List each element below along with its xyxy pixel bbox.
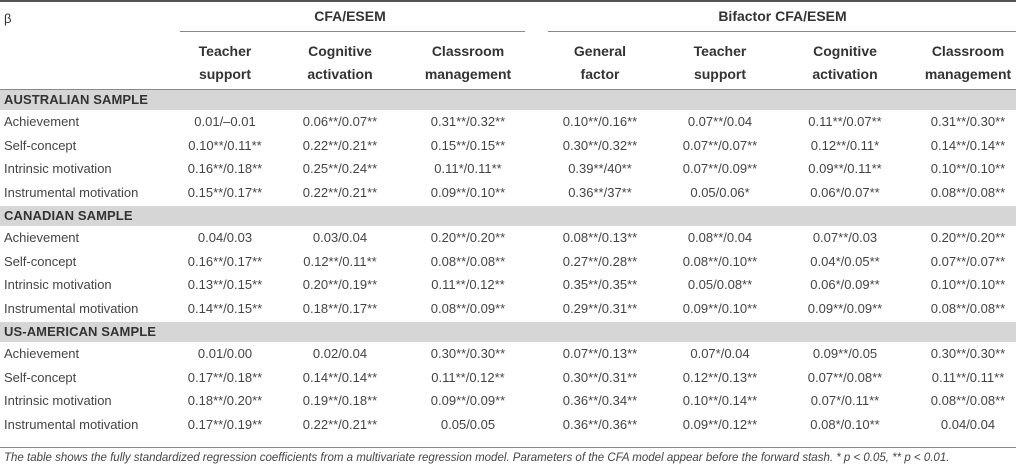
column-header-line: Classroom [931,43,1005,59]
column-header-line: support [693,66,747,82]
row-label: Achievement [4,230,80,245]
row-label: Intrinsic motivation [4,161,112,176]
row-label: Self-concept [4,369,77,385]
table-cell: 0.04/0.03 [197,230,253,245]
table-cell: 0.06*/0.09** [810,277,880,292]
section-title: AUSTRALIAN SAMPLE [4,92,148,107]
section-title: CANADIAN SAMPLE [4,208,133,223]
section-header-band [0,322,1016,342]
table-cell: 0.09**/0.12** [682,416,758,432]
table-cell: 0.31**/0.30** [930,114,1006,129]
table-cell: 0.06*/0.07** [810,184,880,200]
column-header-line: Teacher [693,43,747,59]
table-top-rule [0,0,1016,2]
column-header-line: activation [812,66,878,82]
table-cell: 0.01/0.00 [197,346,253,361]
table-cell: 0.20**/0.19** [302,277,378,292]
table-cell: 0.13**/0.15** [187,277,263,292]
table-cell: 0.16**/0.17** [187,253,263,269]
table-cell: 0.27**/0.28** [562,253,638,269]
table-cell: 0.30**/0.31** [562,369,638,385]
table-cell: 0.09**/0.10** [682,300,758,316]
table-cell: 0.20**/0.20** [430,230,506,245]
table-cell: 0.11*/0.11** [434,161,502,176]
row-label: Instrumental motivation [4,300,139,316]
row-label: Self-concept [4,253,77,269]
column-header-line: Classroom [431,43,505,59]
table-cell: 0.08**/0.08** [930,184,1006,200]
table-cell: 0.05/0.05 [440,416,496,432]
table-cell: 0.10**/0.11** [188,137,262,153]
group-underline-cfa-esem [180,31,525,32]
table-row [0,135,1016,158]
column-header-line: General [573,43,627,59]
table-cell: 0.07**/0.13** [562,346,638,361]
table-cell: 0.35**/0.35** [562,277,638,292]
table-cell: 0.11**/0.12** [431,369,505,385]
table-cell: 0.15**/0.17** [187,184,263,200]
table-row [0,227,1016,250]
column-header [903,40,1016,86]
table-cell: 0.36**/37** [568,184,632,200]
table-cell: 0.22**/0.21** [302,416,378,432]
table-cell: 0.12**/0.11** [303,253,377,269]
row-label: Instrumental motivation [4,416,139,432]
table-cell: 0.08**/0.08** [430,253,506,269]
row-label: Intrinsic motivation [4,393,112,408]
table-row [0,367,1016,390]
group-header-bifactor: Bifactor CFA/ESEM [718,8,847,24]
table-footnote: The table shows the fully standardized regression coefficients from a multivariate regression model. Parameters of the CFA model appear before the forward stash. * p < 0.05, ** p < 0.01. [4,452,950,464]
table-row [0,274,1016,297]
row-label: Intrinsic motivation [4,277,112,292]
table-cell: 0.05/0.06* [690,184,750,200]
table-cell: 0.07**/0.04 [687,114,753,129]
column-header [535,40,665,86]
table-cell: 0.08**/0.13** [562,230,638,245]
table-cell: 0.09**/0.10** [430,184,506,200]
table-cell: 0.11**/0.11** [931,369,1005,385]
column-header-line: Cognitive [813,43,877,59]
table-cell: 0.02/0.04 [312,346,368,361]
table-cell: 0.09**/0.11** [808,161,882,176]
table-cell: 0.14**/0.14** [302,369,378,385]
table-cell: 0.36**/0.36** [562,416,638,432]
table-row [0,111,1016,134]
table-cell: 0.14**/0.15** [187,300,263,316]
column-header-line: Cognitive [308,43,372,59]
table-cell: 0.16**/0.18** [187,161,263,176]
table-cell: 0.17**/0.18** [187,369,263,385]
table-cell: 0.06**/0.07** [302,114,378,129]
table-cell: 0.09**/0.05 [812,346,878,361]
table-row [0,414,1016,437]
table-cell: 0.19**/0.18** [302,393,378,408]
table-cell: 0.36**/0.34** [562,393,638,408]
table-cell: 0.08**/0.08** [930,393,1006,408]
section-title: US-AMERICAN SAMPLE [4,324,157,339]
column-header [655,40,785,86]
table-cell: 0.18**/0.17** [302,300,378,316]
table-cell: 0.31**/0.32** [430,114,506,129]
table-cell: 0.22**/0.21** [302,137,378,153]
table-cell: 0.08**/0.09** [430,300,506,316]
column-header-line: management [424,66,512,82]
column-header-line: Teacher [198,43,252,59]
table-row [0,251,1016,274]
table-cell: 0.12**/0.11* [810,137,880,153]
section-header-band [0,206,1016,226]
table-cell: 0.15**/0.15** [430,137,506,153]
table-cell: 0.39**/40** [568,161,632,176]
table-cell: 0.04*/0.05** [810,253,880,269]
table-cell: 0.30**/0.30** [430,346,506,361]
section-header-band [0,90,1016,110]
column-header-line: activation [307,66,373,82]
table-row [0,182,1016,205]
table-row [0,158,1016,181]
table-cell: 0.17**/0.19** [187,416,263,432]
table-cell: 0.20**/0.20** [930,230,1006,245]
table-cell: 0.08**/0.08** [930,300,1006,316]
table-row [0,298,1016,321]
table-cell: 0.10**/0.16** [562,114,638,129]
table-cell: 0.09**/0.09** [807,300,883,316]
table-cell: 0.08*/0.10** [810,416,880,432]
group-header-cfa-esem: CFA/ESEM [314,8,386,24]
table-cell: 0.07*/0.04 [690,346,750,361]
table-cell: 0.10**/0.10** [930,277,1006,292]
group-underline-bifactor [548,31,1016,32]
table-cell: 0.07**/0.08** [807,369,883,385]
column-header [160,40,290,86]
column-header [275,40,405,86]
row-label: Achievement [4,114,80,129]
table-cell: 0.07**/0.09** [682,161,758,176]
row-label: Achievement [4,346,80,361]
table-cell: 0.10**/0.10** [930,161,1006,176]
column-header [403,40,533,86]
table-cell: 0.04/0.04 [940,416,996,432]
table-bottom-rule [0,447,1016,448]
table-cell: 0.07*/0.11** [810,393,880,408]
table-cell: 0.07**/0.07** [930,253,1006,269]
table-cell: 0.11**/0.12** [431,277,505,292]
table-cell: 0.29**/0.31** [562,300,638,316]
table-row [0,343,1016,366]
table-cell: 0.12**/0.13** [682,369,758,385]
table-cell: 0.18**/0.20** [187,393,263,408]
table-cell: 0.05/0.08** [687,277,753,292]
column-header-line: factor [580,66,620,82]
row-label: Self-concept [4,137,77,153]
table-cell: 0.30**/0.30** [930,346,1006,361]
table-cell: 0.14**/0.14** [930,137,1006,153]
column-header [780,40,910,86]
column-header-line: support [198,66,252,82]
table-cell: 0.10**/0.14** [682,393,758,408]
column-header-line: management [924,66,1012,82]
table-cell: 0.25**/0.24** [302,161,378,176]
table-cell: 0.11**/0.07** [808,114,882,129]
table-cell: 0.09**/0.09** [430,393,506,408]
corner-label: β [4,11,12,26]
table-cell: 0.07**/0.03 [812,230,878,245]
table-cell: 0.08**/0.10** [682,253,758,269]
table-cell: 0.22**/0.21** [302,184,378,200]
table-cell: 0.03/0.04 [312,230,368,245]
row-label: Instrumental motivation [4,184,139,200]
table-cell: 0.07**/0.07** [682,137,758,153]
table-row [0,390,1016,413]
table-cell: 0.01/–0.01 [194,114,256,129]
table-cell: 0.08**/0.04 [687,230,753,245]
table-cell: 0.30**/0.32** [562,137,638,153]
